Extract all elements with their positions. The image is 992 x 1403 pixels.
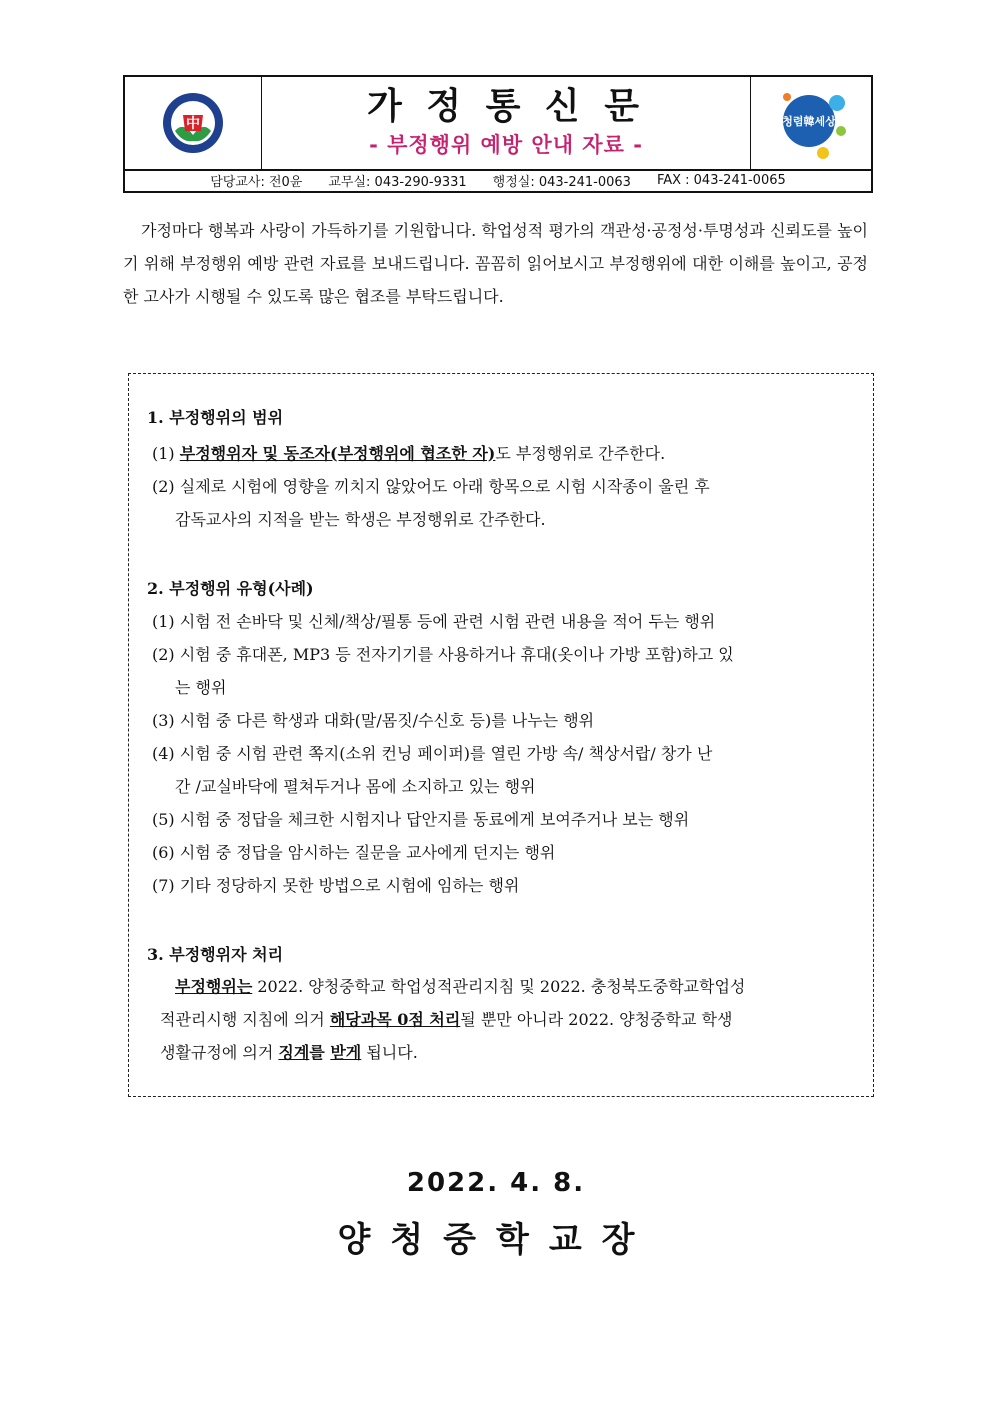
contact-admin: 행정실: 043-241-0063: [492, 174, 631, 190]
contact-row: [125, 169, 871, 191]
handling-line-3-post: 됩니다.: [361, 1043, 418, 1062]
handling-line-3: [160, 1036, 858, 1069]
types-item-4-line-2: 간 /교실바닥에 펼쳐두거나 몸에 소지하고 있는 행위: [175, 777, 536, 796]
issue-date: 2022. 4. 8.: [406, 1168, 586, 1198]
handling-line-1-emphasis: 부정행위는: [175, 977, 253, 996]
principal-signature: 양청중학교장: [337, 1220, 655, 1260]
cheongryeom-brand-logo-icon: [769, 81, 853, 165]
school-emblem-center-text: 中: [186, 116, 200, 132]
handling-line-2-emphasis: 해당과목 0점 처리: [329, 1010, 461, 1029]
section-types-title: 2. 부정행위 유형(사례): [147, 579, 314, 598]
section-handling-title: 3. 부정행위자 처리: [147, 945, 284, 964]
types-item-2-line-2: 는 행위: [175, 678, 227, 697]
scope-item-1: [152, 437, 858, 470]
types-item-2-line-1: (2) 시험 중 휴대폰, MP3 등 전자기기를 사용하거나 휴대(옷이나 가방 포함)하고 있: [152, 645, 734, 664]
handling-line-3-emphasis-1: 징계: [278, 1043, 310, 1062]
handling-line-2-pre: 적관리시행 지침에 의거: [160, 1010, 330, 1029]
school-logo-cell: [125, 77, 262, 169]
scope-item-1-prefix: (1): [152, 444, 180, 463]
header-top-row: [125, 77, 871, 171]
contact-fax: FAX : 043-241-0065: [656, 172, 786, 188]
types-item-6: (6) 시험 중 정답을 암시하는 질문을 교사에게 던지는 행위: [152, 843, 556, 862]
handling-line-3-mid: 를: [309, 1043, 331, 1062]
newsletter-subtitle: - 부정행위 예방 안내 자료 -: [369, 133, 643, 157]
handling-line-3-emphasis-2: 받게: [330, 1043, 362, 1062]
scope-item-1-emphasis: 부정행위자 및 동조자(부정행위에 협조한 자): [179, 444, 496, 463]
types-item-3: (3) 시험 중 다른 학생과 대화(말/몸짓/수신호 등)를 나누는 행위: [152, 711, 595, 730]
title-cell: [262, 77, 750, 169]
types-item-4-line-1: (4) 시험 중 시험 관련 쪽지(소위 컨닝 페이퍼)를 열린 가방 속/ 책상서랍/ 창가 난: [152, 744, 713, 763]
handling-line-1: [175, 970, 858, 1003]
types-item-7: (7) 기타 정당하지 못한 방법으로 시험에 임하는 행위: [152, 876, 520, 895]
scope-item-2-line-2: 감독교사의 지적을 받는 학생은 부정행위로 간주한다.: [175, 510, 546, 529]
contact-teacher: 담당교사: 전0윤: [210, 174, 303, 190]
handling-line-1-rest: 2022. 양청중학교 학업성적관리지침 및 2022. 충청북도중학교학업성: [252, 977, 746, 996]
handling-line-2-post: 될 뿐만 아니라 2022. 양청중학교 학생: [460, 1010, 733, 1029]
types-item-5: (5) 시험 중 정답을 체크한 시험지나 답안지를 동료에게 보여주거나 보는 행위: [152, 810, 690, 829]
newsletter-header: [123, 75, 873, 193]
intro-paragraph: 가정마다 행복과 사랑이 가득하기를 기원합니다. 학업성적 평가의 객관성·공정성·투명성과 신뢰도를 높이기 위해 부정행위 예방 관련 자료를 보내드립니다. 꼼꼼히 읽어보시고 부정행위에 대한 이해를 높이고, 공정한 고사가 시행될 수 있도록 많은 협조를 부탁드립니다.: [123, 221, 868, 306]
brand-logo-cell: [750, 77, 871, 169]
types-item-1: (1) 시험 전 손바닥 및 신체/책상/필통 등에 관련 시험 관련 내용을 적어 두는 행위: [152, 612, 716, 631]
brand-logo-text: 청렴韓세상: [782, 115, 836, 128]
handling-line-3-pre: 생활규정에 의거: [160, 1043, 279, 1062]
scope-item-2-line-1: (2) 실제로 시험에 영향을 끼치지 않았어도 아래 항목으로 시험 시작종이 울린 후: [152, 477, 710, 496]
newsletter-title: 가 정 통 신 문: [366, 86, 645, 127]
section-scope-title: 1. 부정행위의 범위: [147, 408, 284, 427]
school-emblem-icon: [161, 91, 225, 155]
contact-office: 교무실: 043-290-9331: [328, 174, 467, 190]
scope-item-1-suffix: 도 부정행위로 간주한다.: [495, 444, 666, 463]
handling-line-2: [160, 1003, 858, 1036]
